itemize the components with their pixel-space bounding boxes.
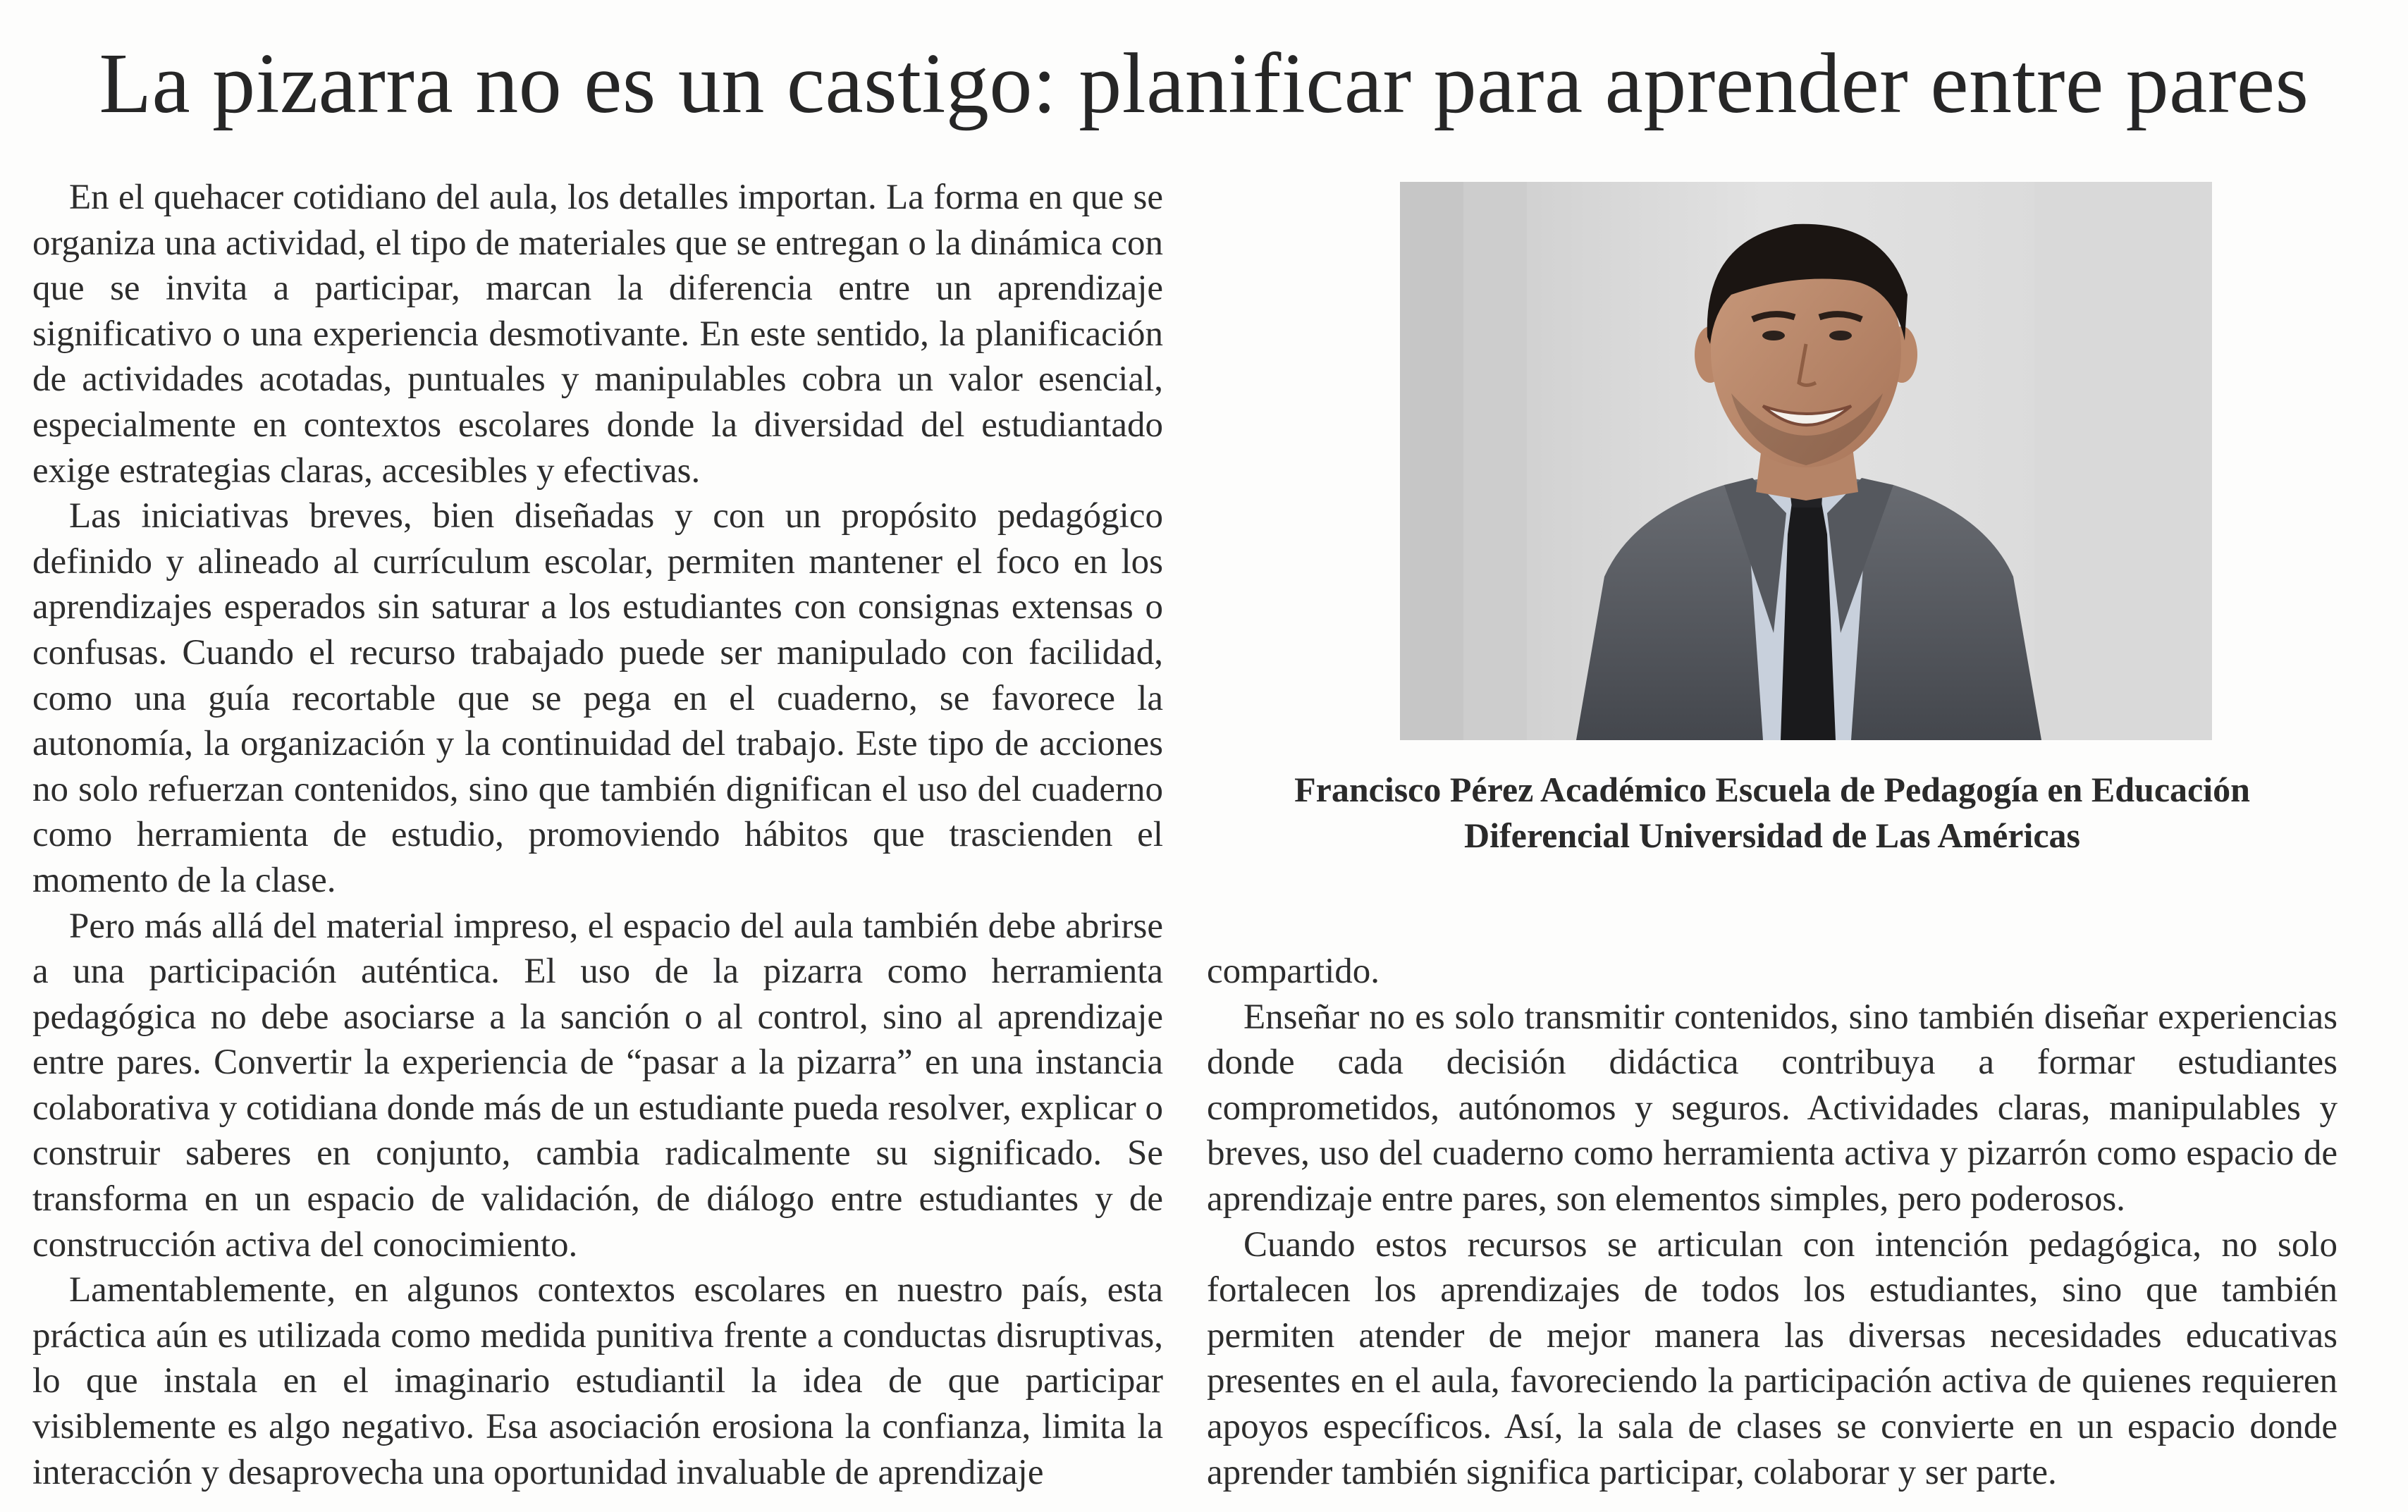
caption-line: Diferencial Universidad de Las Américas [1464,816,2080,855]
paragraph: Enseñar no es solo transmitir contenidos, sino también diseñar experiencias donde cada decisión didáctica contribuya a formar estudiantes comprometidos, autónomos y seguros. Actividades claras, manipulables y breves, uso del cuaderno como herramienta activa y pizarrón como espacio de aprendizaje entre pares, son elementos simples, pero poderosos. [1207,997,2338,1219]
paragraph: Las iniciativas breves, bien diseñadas y con un propósito pedagógico definido y alineado al currículum escolar, permiten mantener el foco en los aprendizajes esperados sin saturar a los estudiantes con consignas extensas o confusas. Cuando el recurso trabajado puede ser manipulado con facilidad, como una guía recortable que se pega en el cuaderno, se favorece la autonomía, la organización y la continuidad del trabajo. Este tipo de acciones no solo refuerzan contenidos, sino que también dignifican el uso del cuaderno como herramienta de estudio, promoviendo hábitos que trascienden el momento de la clase. [32,496,1163,900]
photo-caption [1207,767,2338,859]
author-photo [1400,182,2212,740]
left-column [32,175,1163,1500]
paragraph: Lamentablemente, en algunos contextos escolares en nuestro país, esta práctica aún es utilizada como medida punitiva frente a conductas disruptivas, lo que instala en el imaginario estudiantil la idea de que participar visiblemente es algo negativo. Esa asociación erosiona la confianza, limita la interacción y desaprovecha una oportunidad invaluable de aprendizaje [32,1270,1163,1492]
paragraph-continuation: compartido. [1207,952,1380,991]
paragraph: Pero más allá del material impreso, el espacio del aula también debe abrirse a una participación auténtica. El uso de la pizarra como herramienta pedagógica no debe asociarse a la sanción o al control, sino al aprendizaje entre pares. Convertir la experiencia de “pasar a la pizarra” en una instancia colaborativa y cotidiana donde más de un estudiante pueda resolver, explicar o construir saberes en conjunto, cambia radicalmente su significado. Se transforma en un espacio de validación, de diálogo entre estudiantes y de construcción activa del conocimiento. [32,906,1163,1265]
author-portrait-icon [1400,182,2212,740]
article-headline: La pizarra no es un castigo: planificar para aprender entre pares [99,36,2309,131]
right-column [1207,949,2338,1495]
paragraph: En el quehacer cotidiano del aula, los detalles importan. La forma en que se organiza una actividad, el tipo de materiales que se entregan o la dinámica con que se invita a participar, marcan la diferencia entre un aprendizaje significativo o una experiencia desmotivante. En este sentido, la planificación de actividades acotadas, puntuales y manipulables cobra un valor esencial, especialmente en contextos escolares donde la diversidad del estudiantado exige estrategias claras, accesibles y efectivas. [32,178,1163,491]
caption-line: Francisco Pérez Académico Escuela de Pedagogía en Educación [1294,770,2250,809]
paragraph: Cuando estos recursos se articulan con intención pedagógica, no solo fortalecen los aprendizajes de todos los estudiantes, sino que también permiten atender de mejor manera las diversas necesidades educativas presentes en el aula, favoreciendo la participación activa de quienes requieren apoyos específicos. Así, la sala de clases se convierte en un espacio donde aprender también significa participar, colaborar y ser parte. [1207,1224,2338,1492]
